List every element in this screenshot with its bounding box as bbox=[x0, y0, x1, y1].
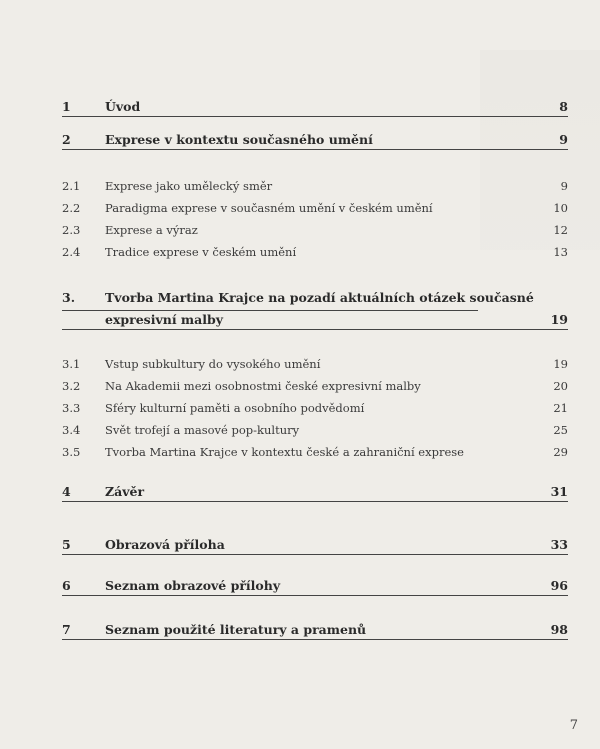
toc-entry-3-line2[interactable] bbox=[62, 309, 568, 330]
entry-title: Seznam obrazové přílohy bbox=[105, 578, 281, 593]
entry-page: 29 bbox=[553, 445, 568, 459]
entry-page: 9 bbox=[560, 179, 568, 193]
entry-number: 3.1 bbox=[62, 357, 81, 371]
entry-number: 3.2 bbox=[62, 379, 81, 393]
toc-entry-3-4[interactable] bbox=[62, 419, 568, 439]
entry-number: 3.3 bbox=[62, 401, 81, 415]
entry-title: Seznam použité literatury a pramenů bbox=[105, 622, 367, 637]
entry-title: Vstup subkultury do vysokého umění bbox=[105, 357, 321, 371]
entry-number: 1 bbox=[62, 99, 71, 114]
toc-entry-3-5[interactable] bbox=[62, 441, 568, 461]
toc-entry-1[interactable] bbox=[62, 96, 568, 117]
toc-entry-3-3[interactable] bbox=[62, 397, 568, 417]
entry-number: 7 bbox=[62, 622, 71, 637]
entry-page: 96 bbox=[550, 578, 568, 593]
entry-page: 20 bbox=[553, 379, 568, 393]
entry-page: 9 bbox=[559, 132, 568, 147]
entry-page: 21 bbox=[553, 401, 568, 415]
entry-page: 98 bbox=[550, 622, 568, 637]
entry-page: 10 bbox=[553, 201, 568, 215]
entry-page: 8 bbox=[559, 99, 568, 114]
entry-page: 33 bbox=[550, 537, 568, 552]
entry-title: Exprese a výraz bbox=[105, 223, 198, 237]
toc-entry-2-4[interactable] bbox=[62, 241, 568, 261]
entry-number: 2 bbox=[62, 132, 71, 147]
toc-entry-5[interactable] bbox=[62, 534, 568, 555]
entry-number: 2.2 bbox=[62, 201, 81, 215]
entry-number: 6 bbox=[62, 578, 71, 593]
entry-title: Tvorba Martina Krajce v kontextu české a zahraniční exprese bbox=[105, 445, 464, 459]
entry-number: 2.4 bbox=[62, 245, 81, 259]
entry-number: 3.4 bbox=[62, 423, 81, 437]
entry-number: 4 bbox=[62, 484, 71, 499]
entry-number: 2.3 bbox=[62, 223, 81, 237]
entry-title: Na Akademii mezi osobnostmi české expresivní malby bbox=[105, 379, 421, 393]
entry-page: 12 bbox=[553, 223, 568, 237]
entry-title: Tradice exprese v českém umění bbox=[105, 245, 297, 259]
toc-entry-3-line1[interactable] bbox=[62, 287, 568, 307]
page-number: 7 bbox=[569, 718, 578, 733]
entry-title: Obrazová příloha bbox=[105, 537, 225, 552]
toc-entry-3-1[interactable] bbox=[62, 353, 568, 373]
toc-entry-2-3[interactable] bbox=[62, 219, 568, 239]
entry-page: 13 bbox=[553, 245, 568, 259]
entry-title: Tvorba Martina Krajce na pozadí aktuálních otázek současné bbox=[105, 290, 534, 305]
entry-page: 31 bbox=[550, 484, 568, 499]
entry-page: 19 bbox=[550, 312, 568, 327]
entry-title: Exprese v kontextu současného umění bbox=[105, 132, 373, 147]
toc-entry-2-2[interactable] bbox=[62, 197, 568, 217]
toc-entry-4[interactable] bbox=[62, 481, 568, 502]
entry-page: 19 bbox=[553, 357, 568, 371]
entry-title: Sféry kulturní paměti a osobního podvědomí bbox=[105, 401, 365, 415]
toc-entry-2-1[interactable] bbox=[62, 175, 568, 195]
entry-title: Svět trofejí a masové pop-kultury bbox=[105, 423, 300, 437]
entry-title: Exprese jako umělecký směr bbox=[105, 179, 273, 193]
toc-entry-2[interactable] bbox=[62, 129, 568, 150]
toc-entry-7[interactable] bbox=[62, 619, 568, 640]
entry-number: 2.1 bbox=[62, 179, 81, 193]
entry-page: 25 bbox=[553, 423, 568, 437]
entry-number: 5 bbox=[62, 537, 71, 552]
entry-number: 3.5 bbox=[62, 445, 81, 459]
entry-title: Paradigma exprese v současném umění v českém umění bbox=[105, 201, 433, 215]
entry-number: 3. bbox=[62, 290, 76, 305]
entry-title: expresivní malby bbox=[105, 312, 223, 327]
entry-title: Závěr bbox=[105, 484, 145, 499]
entry-title: Úvod bbox=[105, 99, 141, 114]
toc-entry-6[interactable] bbox=[62, 575, 568, 596]
toc-entry-3-2[interactable] bbox=[62, 375, 568, 395]
